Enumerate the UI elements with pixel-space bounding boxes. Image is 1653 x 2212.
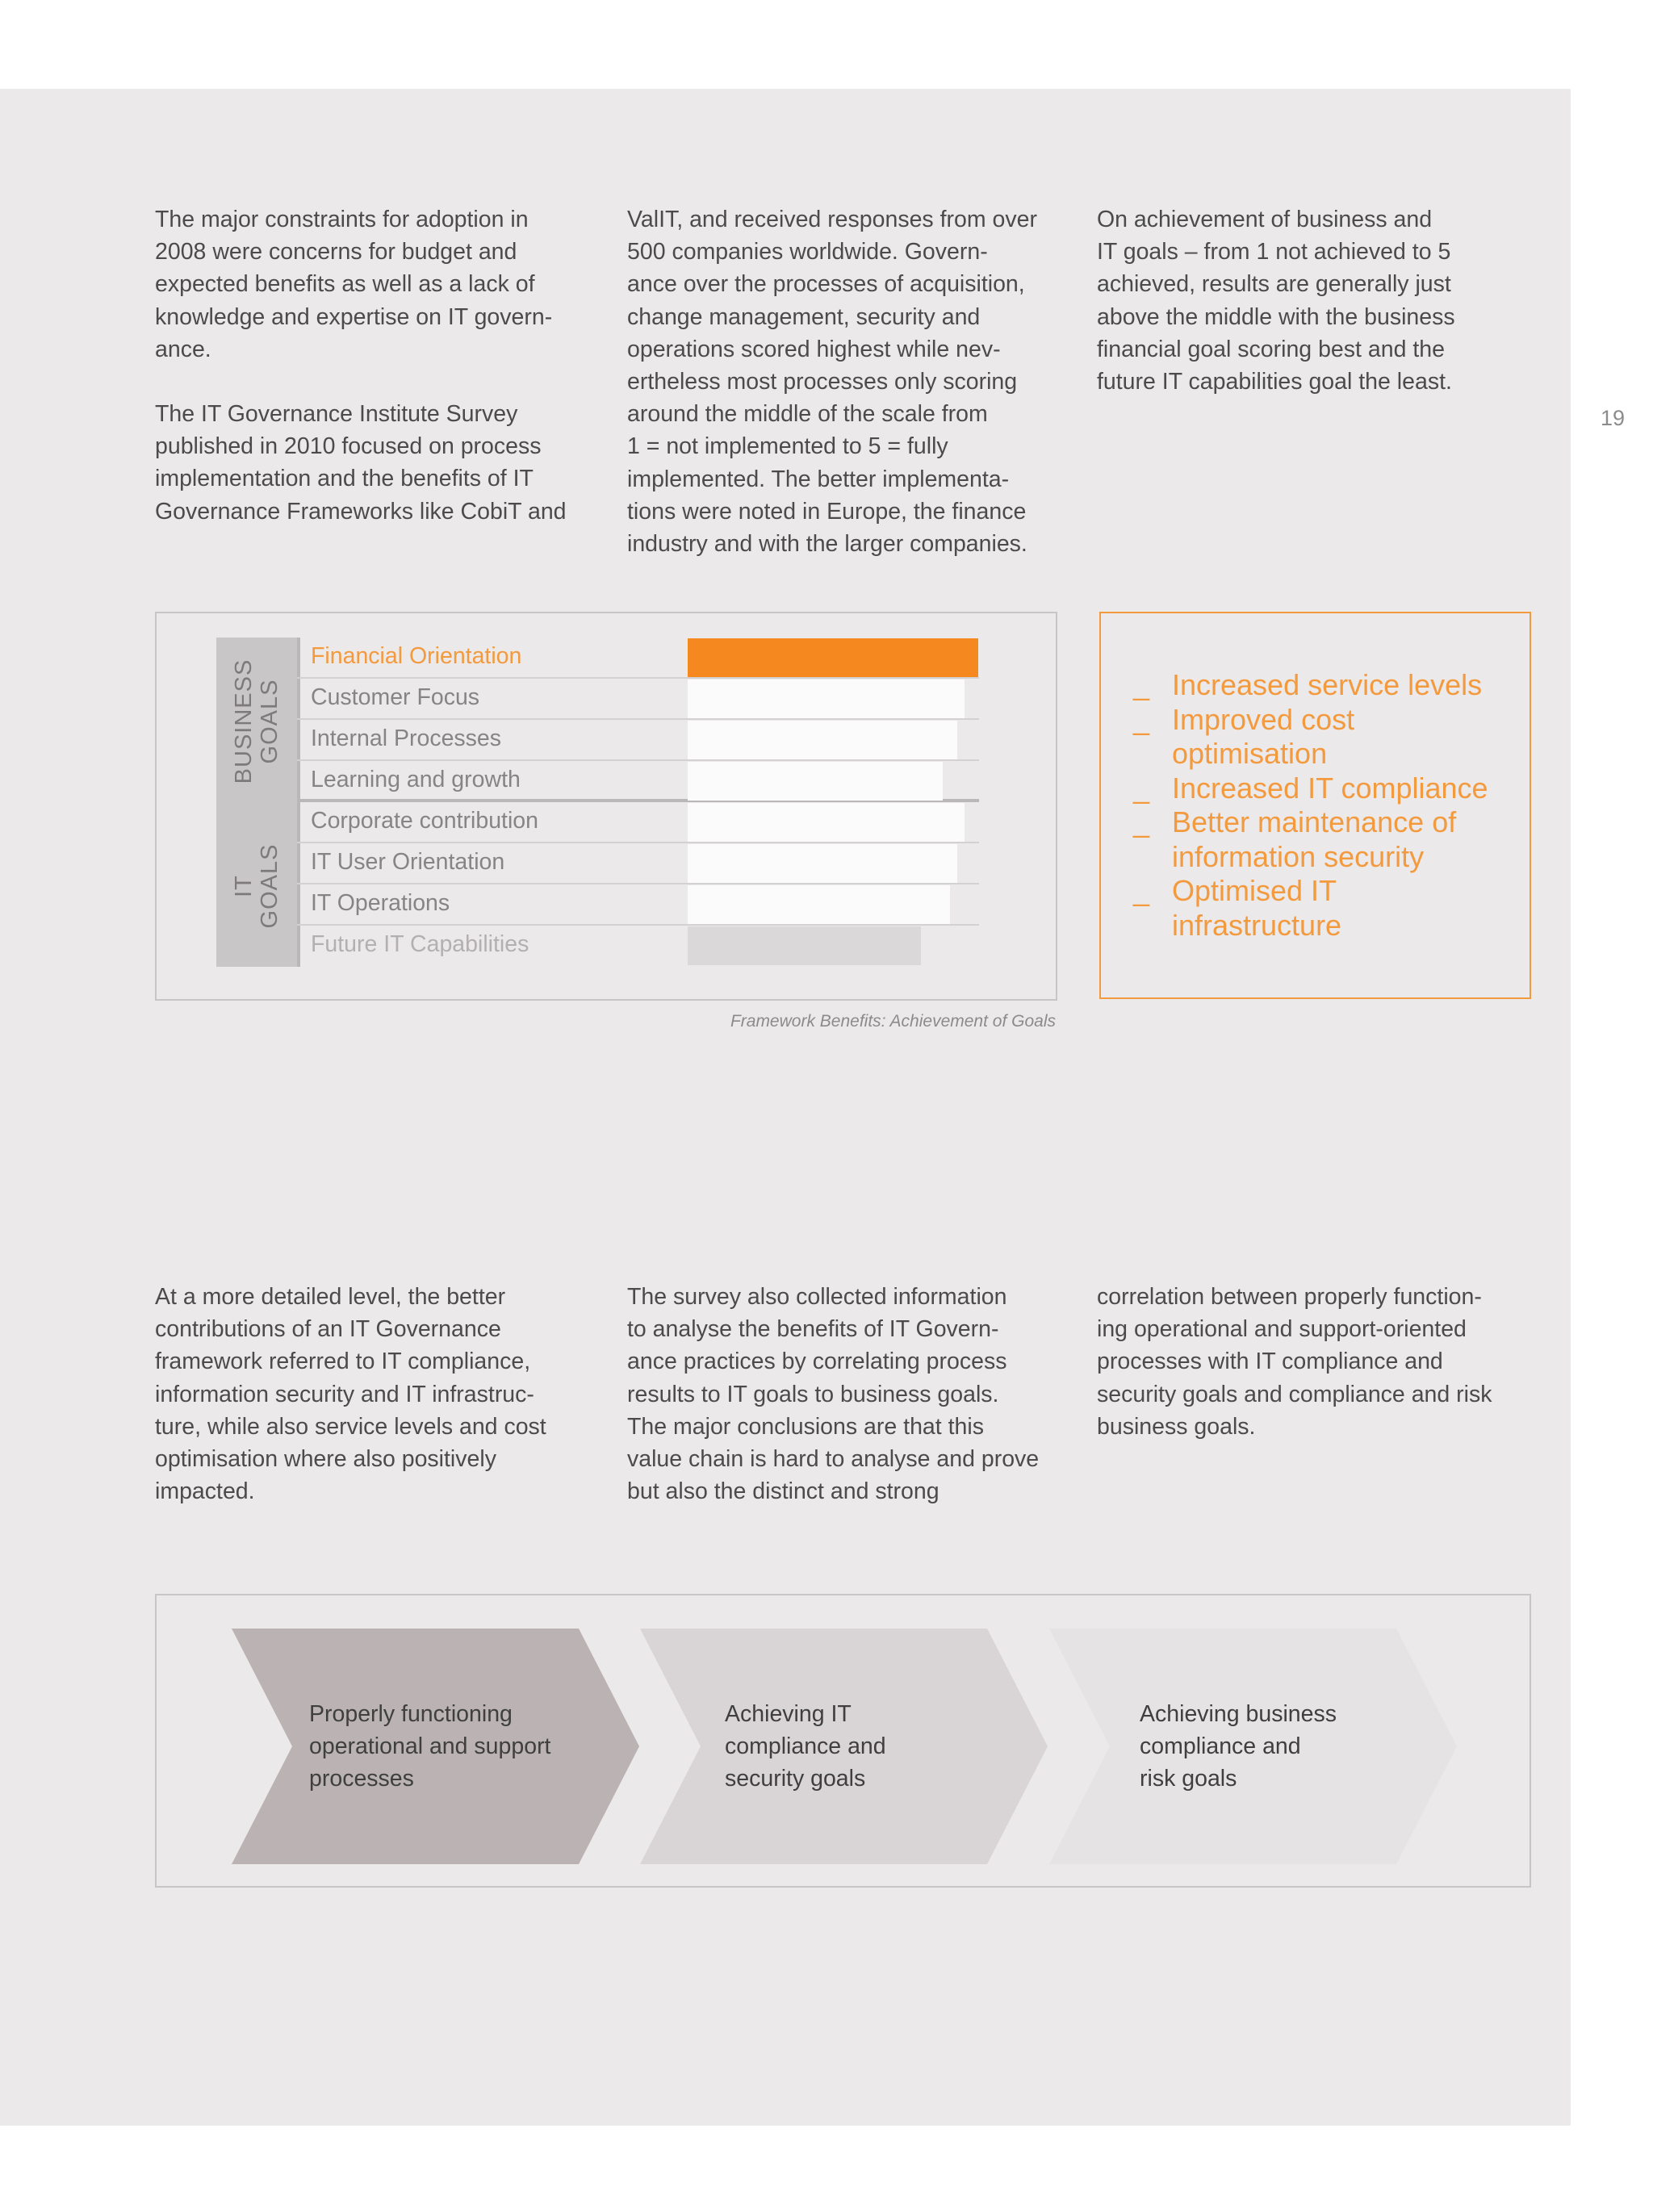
it-goals-group-label [216,805,297,967]
bar-row [297,761,979,802]
benefit-text: Better maintenance of information security [1172,805,1457,873]
bar-label: IT Operations [311,890,450,916]
bar-label: Future IT Capabilities [311,931,529,957]
benefit-text: Optimised IT infrastructure [1172,874,1342,942]
benefit-item [1133,668,1521,703]
bar-row [297,926,979,967]
paragraph: On achievement of business and IT goals – from 1 not achieved to 5 achieved, results are generally just above the middle with the business financial goal scoring best and the future IT capabilities goal the least. [1097,207,1455,395]
dash-bullet: _ [1133,874,1150,907]
bar-row [297,679,979,720]
bar-label: Internal Processes [311,725,502,751]
benefit-item [1133,771,1521,806]
detail-column-1 [155,1281,591,1507]
intro-column-2 [627,203,1063,560]
intro-column-1 [155,203,591,528]
step-label: Achieving business compliance and risk goals [1140,1700,1337,1792]
process-step-3 [1049,1629,1457,1864]
process-step-2 [640,1629,1048,1864]
benefits-list [1133,668,1521,943]
bar-row [297,638,979,679]
business-goals-group-label [216,638,297,805]
detail-column-2 [627,1281,1063,1507]
bar [688,926,921,965]
paragraph: ValIT, and received responses from over 500 companies worldwide. Govern- ance over the processes of acquisition, change management, security and operations scored highest while nev- ertheless most processes only scoring around the middle of the scale from 1 = not implemented to 5 = fully implemented. The better implementa- tions were noted in Europe, the finance industry and with the larger companies. [627,207,1037,558]
bar-label: Learning and growth [311,767,521,792]
bar [688,885,950,924]
page-number: 19 [1600,406,1626,430]
bar-row [297,720,979,761]
paragraph: At a more detailed level, the better contributions of an IT Governance framework referred to IT compliance, information security and IT infrastruc- ture, while also service levels and cost optimisation where also positively impacted. [155,1284,546,1505]
process-step-1 [232,1629,639,1864]
benefits-box [1099,612,1531,999]
benefit-item [1133,703,1521,771]
paragraph: The survey also collected information to analyse the benefits of IT Govern- ance practices by correlating process results to IT goals to business goals. The major conclusions are that this value chain is hard to analyse and prove but also the distinct and strong [627,1284,1040,1505]
bar [688,679,965,718]
chart-bars [297,638,979,967]
bar-row [297,802,979,843]
benefit-item [1133,805,1521,874]
paragraph: The IT Governance Institute Survey published in 2010 focused on process implementation and the benefits of IT Governance Frameworks like CobiT and [155,401,567,525]
paragraph: The major constraints for adoption in 2008 were concerns for budget and expected benefits as well as a lack of knowledge and expertise on IT govern- ance. [155,207,553,362]
bar-row [297,884,979,926]
dash-bullet: _ [1133,668,1150,701]
bar-label: Financial Orientation [311,643,522,669]
bar-label: Customer Focus [311,684,480,710]
benefit-item [1133,874,1521,943]
bar [688,762,943,801]
bar [688,638,978,677]
intro-column-3 [1097,203,1533,398]
benefit-text: Increased IT compliance [1172,771,1488,805]
paragraph: correlation between properly function- ing operational and support-oriented processes with IT compliance and security goals and compliance and risk business goals. [1097,1284,1492,1440]
bar [688,844,957,883]
dash-bullet: _ [1133,702,1150,736]
bar-row [297,843,979,884]
dash-bullet: _ [1133,771,1150,805]
bar [688,803,965,842]
bar [688,721,957,759]
benefit-text: Increased service levels [1172,668,1483,701]
group-label-text: IT GOALS [231,843,282,929]
bar-label: Corporate contribution [311,808,538,834]
detail-column-3 [1097,1281,1533,1443]
bar-label: IT User Orientation [311,849,505,875]
step-label: Achieving IT compliance and security goals [725,1700,886,1792]
chart-caption: Framework Benefits: Achievement of Goals [730,1012,1056,1031]
group-label-text: BUSINESS GOALS [231,659,282,784]
benefit-text: Improved cost optimisation [1172,702,1355,770]
step-label: Properly functioning operational and support processes [309,1700,551,1792]
dash-bullet: _ [1133,805,1150,838]
